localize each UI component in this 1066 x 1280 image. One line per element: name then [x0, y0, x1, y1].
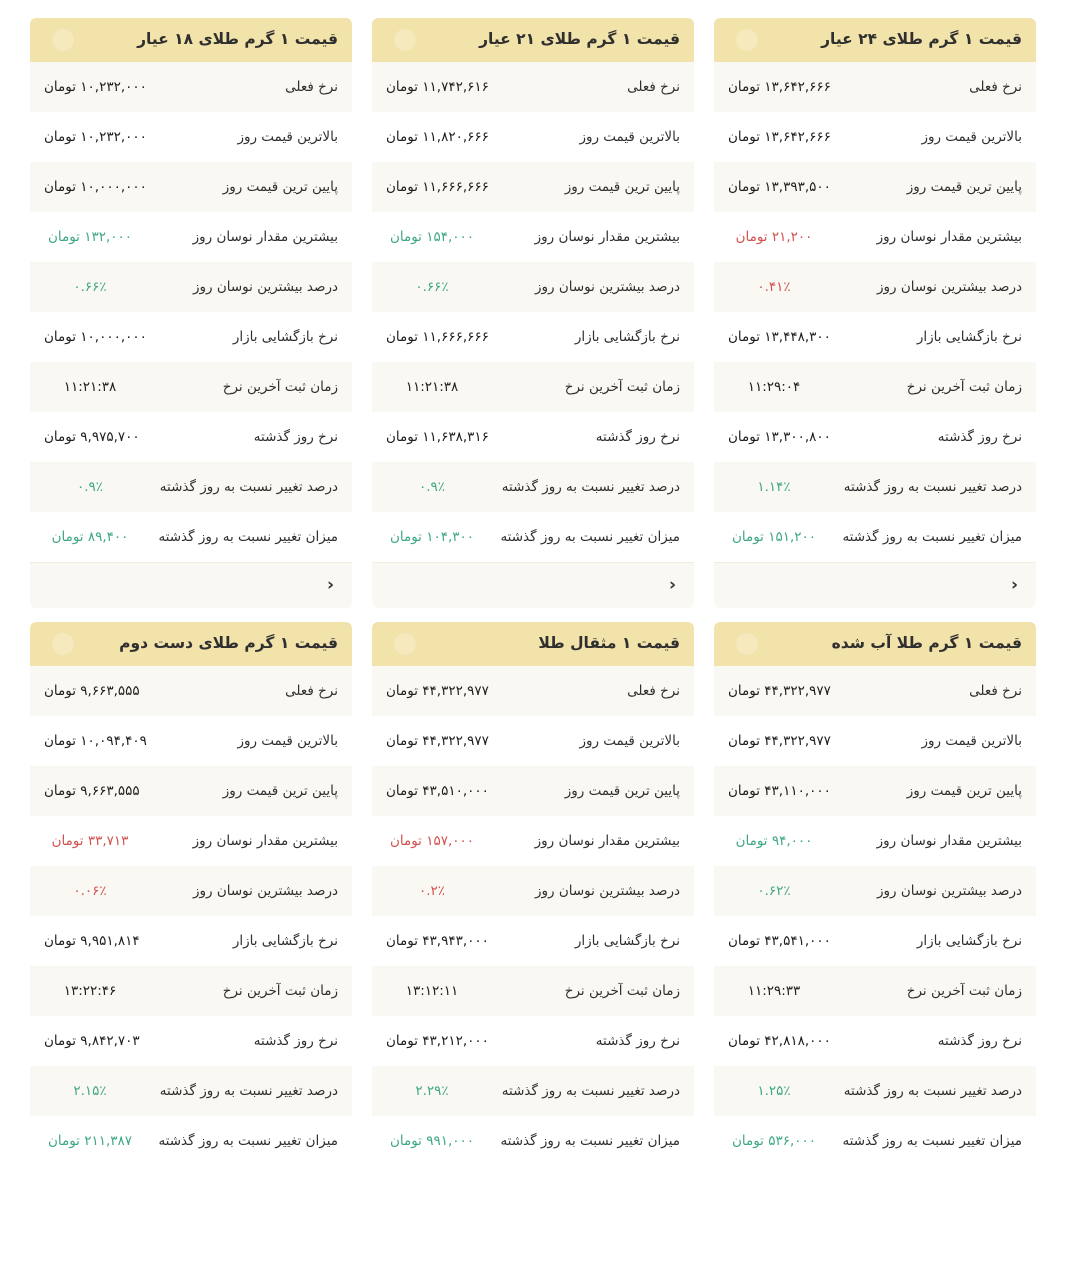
- card-header: [714, 622, 1036, 666]
- row-value: ۱۵۷,۰۰۰ تومان: [389, 832, 475, 849]
- table-row: [714, 916, 1036, 966]
- table-row: [714, 262, 1036, 312]
- table-row: [714, 816, 1036, 866]
- row-value: ۹۴,۰۰۰ تومان: [735, 832, 813, 849]
- row-value: ۱.۲۵٪: [757, 1082, 791, 1099]
- row-label: بالاترین قیمت روز: [921, 732, 1022, 749]
- table-row: [372, 1066, 694, 1116]
- row-value: ۱۳:۱۲:۱۱: [405, 982, 459, 999]
- table-row: [30, 716, 352, 766]
- price-card-gold-18k: [30, 18, 352, 608]
- price-card-mesghal-gold: [372, 622, 694, 1166]
- row-value: ۱۳,۶۴۲,۶۶۶ تومان: [728, 128, 831, 145]
- table-row: [30, 1066, 352, 1116]
- table-row: [372, 362, 694, 412]
- row-value: ۱۳:۲۲:۴۶: [63, 982, 117, 999]
- table-row: [30, 1116, 352, 1166]
- row-value: ۱۵۴,۰۰۰ تومان: [389, 228, 475, 245]
- row-value: ۱۱:۲۹:۳۳: [747, 982, 801, 999]
- table-row: [30, 362, 352, 412]
- row-value: ۱۱:۲۱:۳۸: [405, 378, 459, 395]
- row-label: نرخ فعلی: [969, 78, 1022, 95]
- row-label: نرخ فعلی: [285, 78, 338, 95]
- price-card-gold-21k: [372, 18, 694, 608]
- table-row: [372, 966, 694, 1016]
- card-title: قیمت ۱ گرم طلای دست دوم: [119, 634, 338, 653]
- row-value: ۲۱۱,۳۸۷ تومان: [47, 1132, 133, 1149]
- row-label: درصد تغییر نسبت به روز گذشته: [501, 1082, 680, 1099]
- table-row: [372, 716, 694, 766]
- table-row: [30, 666, 352, 716]
- row-value: ۲۱,۲۰۰ تومان: [735, 228, 813, 245]
- row-label: پایین ترین قیمت روز: [906, 178, 1022, 195]
- row-label: زمان ثبت آخرین نرخ: [564, 982, 680, 999]
- row-label: درصد تغییر نسبت به روز گذشته: [843, 478, 1022, 495]
- row-value: ۱۱,۶۳۸,۳۱۶ تومان: [386, 428, 489, 445]
- price-card-second-hand-gold: [30, 622, 352, 1166]
- table-row: [372, 112, 694, 162]
- table-row: [714, 512, 1036, 562]
- table-row: [30, 62, 352, 112]
- row-value: ۱۰۴,۳۰۰ تومان: [389, 528, 475, 545]
- coin-watermark-icon: [736, 633, 758, 655]
- row-label: درصد بیشترین نوسان روز: [876, 278, 1022, 295]
- card-header: [372, 18, 694, 62]
- row-label: میزان تغییر نسبت به روز گذشته: [500, 1132, 680, 1149]
- coin-watermark-icon: [52, 633, 74, 655]
- card-title: قیمت ۱ گرم طلای ۲۴ عیار: [821, 30, 1022, 49]
- row-value: ۴۳,۹۴۳,۰۰۰ تومان: [386, 932, 489, 949]
- row-label: درصد تغییر نسبت به روز گذشته: [159, 1082, 338, 1099]
- row-label: زمان ثبت آخرین نرخ: [222, 982, 338, 999]
- table-row: [30, 212, 352, 262]
- table-row: [372, 666, 694, 716]
- row-value: ۱.۱۴٪: [757, 478, 791, 495]
- row-label: بیشترین مقدار نوسان روز: [534, 832, 680, 849]
- row-value: ۱۱,۸۲۰,۶۶۶ تومان: [386, 128, 489, 145]
- row-label: بالاترین قیمت روز: [579, 128, 680, 145]
- chevron-left-icon[interactable]: ‹: [668, 575, 676, 595]
- table-row: [372, 916, 694, 966]
- table-row: [30, 866, 352, 916]
- row-label: نرخ بازگشایی بازار: [574, 328, 680, 345]
- row-value: ۵۳۶,۰۰۰ تومان: [731, 1132, 817, 1149]
- row-label: درصد بیشترین نوسان روز: [534, 278, 680, 295]
- row-value: ۲.۱۵٪: [73, 1082, 107, 1099]
- row-label: میزان تغییر نسبت به روز گذشته: [842, 528, 1022, 545]
- row-value: ۴۲,۸۱۸,۰۰۰ تومان: [728, 1032, 831, 1049]
- price-card-melted-gold: [714, 622, 1036, 1166]
- row-value: ۱۳,۴۴۸,۳۰۰ تومان: [728, 328, 831, 345]
- price-card-gold-24k: [714, 18, 1036, 608]
- row-label: بالاترین قیمت روز: [237, 128, 338, 145]
- table-row: [714, 112, 1036, 162]
- table-row: [30, 462, 352, 512]
- row-value: ۰.۹٪: [418, 478, 446, 495]
- row-value: ۱۰,۲۳۲,۰۰۰ تومان: [44, 78, 147, 95]
- row-value: ۰.۰۶٪: [73, 882, 107, 899]
- card-header: [30, 18, 352, 62]
- row-label: پایین ترین قیمت روز: [222, 178, 338, 195]
- row-label: بیشترین مقدار نوسان روز: [192, 832, 338, 849]
- row-value: ۴۴,۳۲۲,۹۷۷ تومان: [728, 682, 831, 699]
- table-row: [714, 1066, 1036, 1116]
- row-value: ۹,۶۶۳,۵۵۵ تومان: [44, 782, 140, 799]
- row-value: ۴۳,۱۱۰,۰۰۰ تومان: [728, 782, 831, 799]
- row-value: ۰.۶۶٪: [415, 278, 449, 295]
- chevron-left-icon[interactable]: ‹: [1010, 575, 1018, 595]
- row-label: نرخ فعلی: [969, 682, 1022, 699]
- row-value: ۱۰,۲۳۲,۰۰۰ تومان: [44, 128, 147, 145]
- row-label: میزان تغییر نسبت به روز گذشته: [500, 528, 680, 545]
- chevron-left-icon[interactable]: ‹: [326, 575, 334, 595]
- row-value: ۴۴,۳۲۲,۹۷۷ تومان: [386, 682, 489, 699]
- row-label: پایین ترین قیمت روز: [906, 782, 1022, 799]
- row-label: درصد بیشترین نوسان روز: [192, 278, 338, 295]
- table-row: [372, 766, 694, 816]
- row-label: میزان تغییر نسبت به روز گذشته: [158, 528, 338, 545]
- table-row: [714, 412, 1036, 462]
- row-label: پایین ترین قیمت روز: [564, 178, 680, 195]
- row-value: ۱۰,۰۰۰,۰۰۰ تومان: [44, 178, 147, 195]
- table-row: [714, 866, 1036, 916]
- table-row: [30, 512, 352, 562]
- row-label: پایین ترین قیمت روز: [564, 782, 680, 799]
- row-value: ۲.۲۹٪: [415, 1082, 449, 1099]
- row-label: زمان ثبت آخرین نرخ: [222, 378, 338, 395]
- table-row: [30, 966, 352, 1016]
- table-row: [30, 312, 352, 362]
- row-label: نرخ روز گذشته: [937, 428, 1022, 445]
- table-row: [372, 1116, 694, 1166]
- row-value: ۱۱,۶۶۶,۶۶۶ تومان: [386, 328, 489, 345]
- card-title: قیمت ۱ گرم طلای ۲۱ عیار: [479, 30, 680, 49]
- table-row: [30, 916, 352, 966]
- table-row: [372, 866, 694, 916]
- row-value: ۳۳,۷۱۳ تومان: [51, 832, 129, 849]
- table-row: [714, 212, 1036, 262]
- table-row: [714, 766, 1036, 816]
- row-value: ۱۳,۳۹۳,۵۰۰ تومان: [728, 178, 831, 195]
- row-label: درصد بیشترین نوسان روز: [876, 882, 1022, 899]
- table-row: [372, 212, 694, 262]
- row-label: نرخ بازگشایی بازار: [916, 328, 1022, 345]
- row-label: نرخ روز گذشته: [595, 428, 680, 445]
- row-label: نرخ بازگشایی بازار: [916, 932, 1022, 949]
- card-header: [714, 18, 1036, 62]
- card-footer: [372, 562, 694, 608]
- row-label: درصد بیشترین نوسان روز: [534, 882, 680, 899]
- table-row: [714, 462, 1036, 512]
- row-value: ۱۰,۰۹۴,۴۰۹ تومان: [44, 732, 147, 749]
- table-row: [714, 716, 1036, 766]
- table-row: [372, 162, 694, 212]
- card-footer: [714, 562, 1036, 608]
- row-label: نرخ فعلی: [627, 78, 680, 95]
- table-row: [714, 312, 1036, 362]
- table-row: [372, 62, 694, 112]
- row-value: ۴۳,۵۴۱,۰۰۰ تومان: [728, 932, 831, 949]
- row-label: نرخ روز گذشته: [253, 428, 338, 445]
- table-row: [30, 816, 352, 866]
- row-value: ۴۴,۳۲۲,۹۷۷ تومان: [728, 732, 831, 749]
- row-label: بیشترین مقدار نوسان روز: [192, 228, 338, 245]
- row-value: ۸۹,۴۰۰ تومان: [51, 528, 129, 545]
- row-label: نرخ بازگشایی بازار: [232, 932, 338, 949]
- row-value: ۹,۶۶۳,۵۵۵ تومان: [44, 682, 140, 699]
- row-label: نرخ روز گذشته: [253, 1032, 338, 1049]
- row-label: پایین ترین قیمت روز: [222, 782, 338, 799]
- table-row: [714, 1016, 1036, 1066]
- card-footer: [30, 562, 352, 608]
- row-label: زمان ثبت آخرین نرخ: [906, 378, 1022, 395]
- row-label: نرخ فعلی: [285, 682, 338, 699]
- table-row: [30, 1016, 352, 1066]
- row-value: ۹,۹۵۱,۸۱۴ تومان: [44, 932, 140, 949]
- table-row: [372, 462, 694, 512]
- row-value: ۱۳۲,۰۰۰ تومان: [47, 228, 133, 245]
- row-value: ۱۱,۶۶۶,۶۶۶ تومان: [386, 178, 489, 195]
- table-row: [30, 162, 352, 212]
- row-label: درصد بیشترین نوسان روز: [192, 882, 338, 899]
- row-value: ۹,۹۷۵,۷۰۰ تومان: [44, 428, 140, 445]
- row-value: ۱۳,۳۰۰,۸۰۰ تومان: [728, 428, 831, 445]
- card-title: قیمت ۱ گرم طلا آب شده: [831, 634, 1022, 653]
- row-label: بیشترین مقدار نوسان روز: [534, 228, 680, 245]
- row-value: ۱۱,۷۴۲,۶۱۶ تومان: [386, 78, 489, 95]
- row-value: ۱۱:۲۱:۳۸: [63, 378, 117, 395]
- table-row: [30, 262, 352, 312]
- coin-watermark-icon: [394, 29, 416, 51]
- row-label: بالاترین قیمت روز: [579, 732, 680, 749]
- table-row: [714, 966, 1036, 1016]
- table-row: [372, 412, 694, 462]
- card-title: قیمت ۱ مثقال طلا: [538, 634, 680, 653]
- row-label: نرخ فعلی: [627, 682, 680, 699]
- table-row: [30, 766, 352, 816]
- row-value: ۰.۹٪: [76, 478, 104, 495]
- row-label: نرخ بازگشایی بازار: [232, 328, 338, 345]
- row-value: ۰.۴۱٪: [757, 278, 791, 295]
- table-row: [714, 62, 1036, 112]
- row-label: میزان تغییر نسبت به روز گذشته: [842, 1132, 1022, 1149]
- row-label: درصد تغییر نسبت به روز گذشته: [843, 1082, 1022, 1099]
- row-value: ۱۵۱,۲۰۰ تومان: [731, 528, 817, 545]
- row-value: ۱۳,۶۴۲,۶۶۶ تومان: [728, 78, 831, 95]
- card-title: قیمت ۱ گرم طلای ۱۸ عیار: [137, 30, 338, 49]
- row-value: ۱۱:۲۹:۰۴: [747, 378, 801, 395]
- table-row: [372, 1016, 694, 1066]
- row-value: ۱۰,۰۰۰,۰۰۰ تومان: [44, 328, 147, 345]
- row-label: نرخ روز گذشته: [595, 1032, 680, 1049]
- card-header: [30, 622, 352, 666]
- row-label: میزان تغییر نسبت به روز گذشته: [158, 1132, 338, 1149]
- row-label: بالاترین قیمت روز: [237, 732, 338, 749]
- table-row: [714, 162, 1036, 212]
- row-label: بیشترین مقدار نوسان روز: [876, 228, 1022, 245]
- row-label: درصد تغییر نسبت به روز گذشته: [159, 478, 338, 495]
- table-row: [372, 312, 694, 362]
- table-row: [714, 362, 1036, 412]
- row-value: ۹,۸۴۲,۷۰۳ تومان: [44, 1032, 140, 1049]
- row-value: ۰.۲٪: [418, 882, 446, 899]
- table-row: [30, 412, 352, 462]
- table-row: [372, 262, 694, 312]
- table-row: [714, 666, 1036, 716]
- row-value: ۴۴,۳۲۲,۹۷۷ تومان: [386, 732, 489, 749]
- row-value: ۴۳,۵۱۰,۰۰۰ تومان: [386, 782, 489, 799]
- row-label: درصد تغییر نسبت به روز گذشته: [501, 478, 680, 495]
- table-row: [714, 1116, 1036, 1166]
- coin-watermark-icon: [52, 29, 74, 51]
- table-row: [372, 512, 694, 562]
- table-row: [30, 112, 352, 162]
- row-label: بیشترین مقدار نوسان روز: [876, 832, 1022, 849]
- row-label: زمان ثبت آخرین نرخ: [906, 982, 1022, 999]
- row-label: نرخ بازگشایی بازار: [574, 932, 680, 949]
- row-value: ۴۳,۲۱۲,۰۰۰ تومان: [386, 1032, 489, 1049]
- row-value: ۰.۶۲٪: [757, 882, 791, 899]
- coin-watermark-icon: [394, 633, 416, 655]
- row-value: ۰.۶۶٪: [73, 278, 107, 295]
- row-label: بالاترین قیمت روز: [921, 128, 1022, 145]
- coin-watermark-icon: [736, 29, 758, 51]
- row-label: نرخ روز گذشته: [937, 1032, 1022, 1049]
- row-label: زمان ثبت آخرین نرخ: [564, 378, 680, 395]
- table-row: [372, 816, 694, 866]
- row-value: ۹۹۱,۰۰۰ تومان: [389, 1132, 475, 1149]
- card-header: [372, 622, 694, 666]
